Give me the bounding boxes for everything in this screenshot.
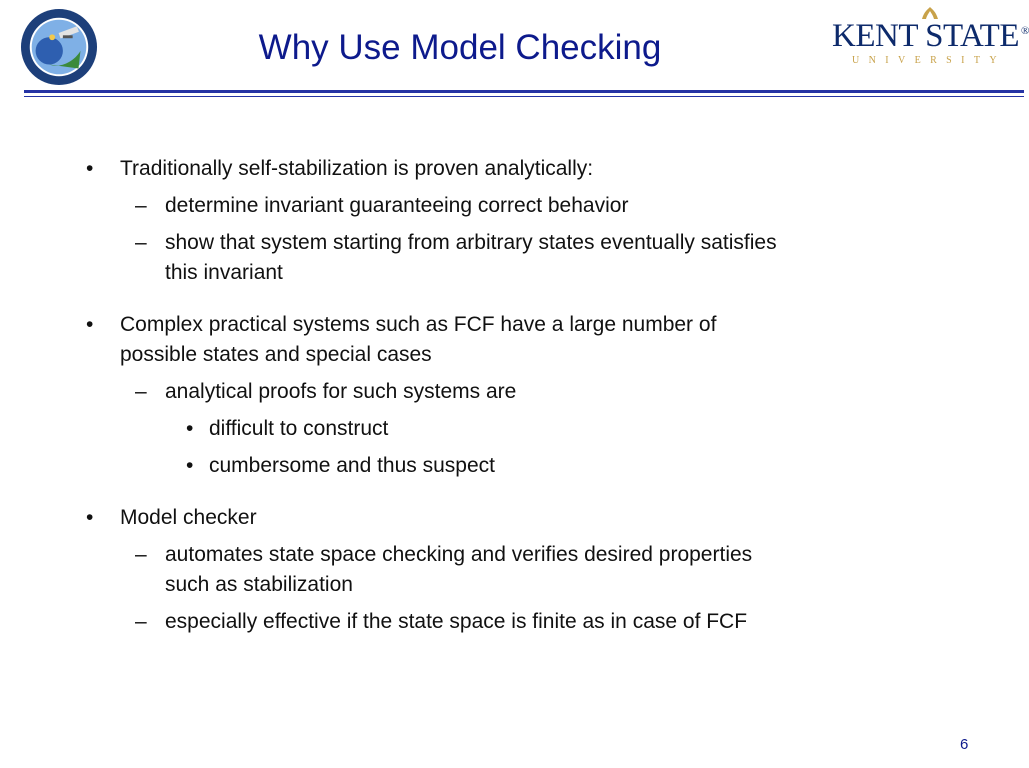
dash-mark: –: [135, 543, 147, 566]
sub-bullet-text-cont: such as stabilization: [165, 573, 353, 596]
bullet-text-cont: possible states and special cases: [120, 343, 432, 366]
dash-mark: –: [135, 194, 147, 217]
bullet-text: Model checker: [120, 506, 257, 529]
bullet-mark: •: [86, 506, 94, 529]
sub-bullet-text: analytical proofs for such systems are: [165, 380, 517, 403]
page-number: 6: [960, 736, 969, 753]
bullet-mark: •: [86, 313, 94, 336]
registered-mark: ®: [1021, 25, 1029, 37]
dash-mark: –: [135, 380, 147, 403]
logo-subline: UNIVERSITY: [852, 55, 1006, 66]
sub-sub-bullet-mark: •: [186, 417, 194, 440]
sub-bullet-text-cont: this invariant: [165, 261, 283, 284]
sub-bullet-text: especially effective if the state space is finite as in case of FCF: [165, 610, 748, 633]
bullet-mark: •: [86, 157, 94, 180]
sub-sub-bullet-text: cumbersome and thus suspect: [209, 454, 495, 477]
logo-wordmark-text: KENT STATE: [832, 18, 1019, 54]
sub-sub-bullet-text: difficult to construct: [209, 417, 389, 440]
dash-mark: –: [135, 231, 147, 254]
dash-mark: –: [135, 610, 147, 633]
sub-sub-bullet-mark: •: [186, 454, 194, 477]
sub-bullet-text: determine invariant guaranteeing correct behavior: [165, 194, 629, 217]
bullet-text: Complex practical systems such as FCF have a large number of: [120, 313, 717, 336]
sub-bullet-text: automates state space checking and verifies desired properties: [165, 543, 753, 566]
sub-bullet-text: show that system starting from arbitrary states eventually satisfies: [165, 231, 777, 254]
bullet-text: Traditionally self-stabilization is proven analytically:: [120, 157, 594, 180]
slide-title: Why Use Model Checking: [258, 28, 662, 67]
